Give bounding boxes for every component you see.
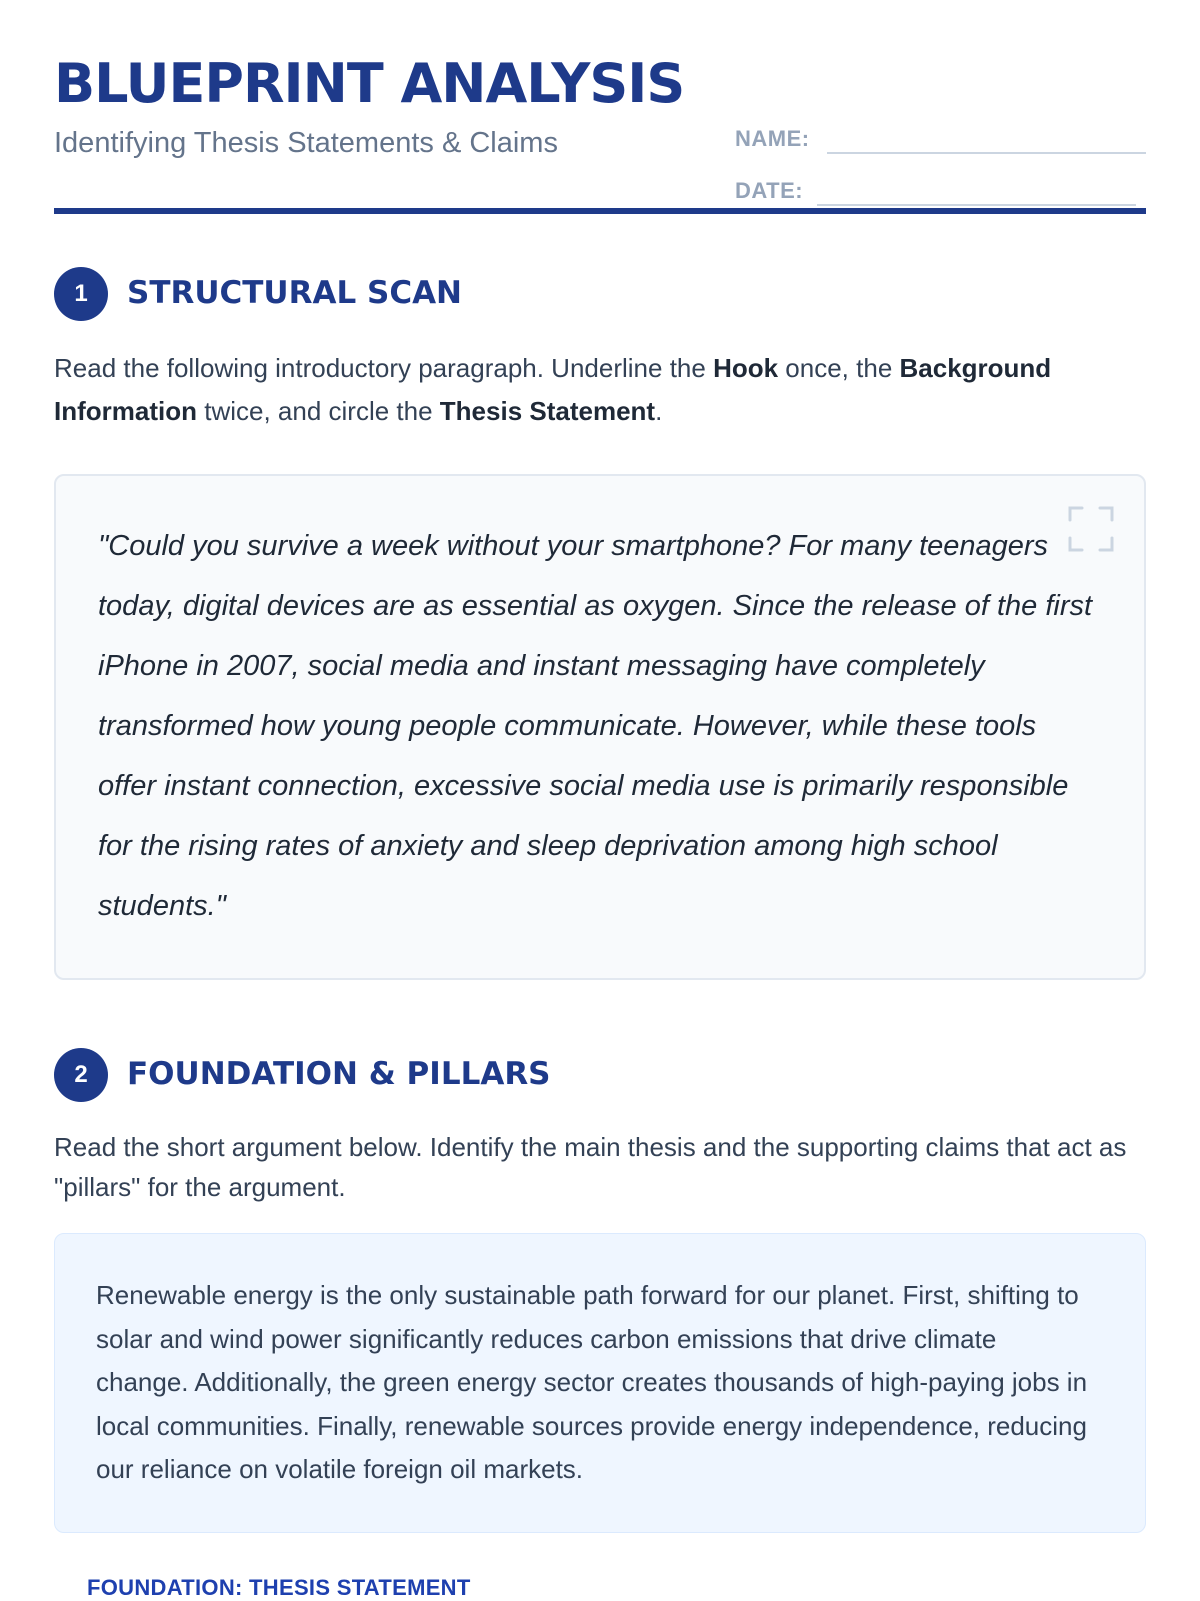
section-1-title: STRUCTURAL SCAN — [127, 275, 463, 311]
hook-term: Hook — [713, 353, 779, 383]
date-label: DATE: — [735, 178, 804, 203]
worksheet-title: BLUEPRINT ANALYSIS — [54, 52, 685, 115]
worksheet-header — [54, 50, 1146, 214]
section-2-number: 2 — [54, 1048, 108, 1102]
section-2-title: FOUNDATION & PILLARS — [127, 1056, 551, 1092]
background-term: Background Information — [54, 353, 1052, 426]
section-2-heading — [54, 1048, 1146, 1102]
name-label: NAME: — [735, 126, 810, 151]
instruction-text: . — [655, 396, 663, 426]
name-field[interactable] — [735, 114, 1146, 154]
section-1-heading — [54, 267, 1146, 321]
argument-paragraph[interactable]: Renewable energy is the only sustainable path forward for our planet. First, shifting to solar and wind power significantly reduces carbon emissions that drive climate change. Additionally, the green energy sector creates thousands of high-paying jobs in local communities. Finally, renewable sources provide energy independence, reducing our reliance on volatile foreign oil markets. — [96, 1280, 1088, 1484]
header-divider — [54, 208, 1146, 214]
instruction-text: once, the — [778, 353, 900, 383]
section-2-instructions: Read the short argument below. Identify the main thesis and the supporting claims that act as "pillars" for the argument. — [54, 1132, 1127, 1202]
worksheet-subtitle: Identifying Thesis Statements & Claims — [54, 127, 558, 159]
intro-paragraph-box — [54, 474, 1146, 980]
date-field[interactable] — [735, 166, 1146, 206]
instruction-text: Read the following introductory paragraph. Underline the — [54, 353, 714, 383]
thesis-term: Thesis Statement — [439, 396, 656, 426]
foundation-label: FOUNDATION: THESIS STATEMENT — [87, 1575, 471, 1600]
argument-box — [54, 1233, 1146, 1533]
date-line[interactable] — [817, 204, 1136, 206]
instruction-text: twice, and circle the — [197, 396, 440, 426]
section-1-instructions — [54, 347, 1146, 433]
name-line[interactable] — [827, 152, 1146, 154]
intro-paragraph[interactable]: "Could you survive a week without your smartphone? For many teenagers today, digital devices are as essential as oxygen. Since the release of the first iPhone in 2007, social media and instant messaging have completely transformed how young people communicate. However, while these tools offer instant connection, excessive social media use is primarily responsible for the rising rates of anxiety and sleep deprivation among high school students." — [98, 530, 1093, 922]
section-1-number: 1 — [54, 267, 108, 321]
